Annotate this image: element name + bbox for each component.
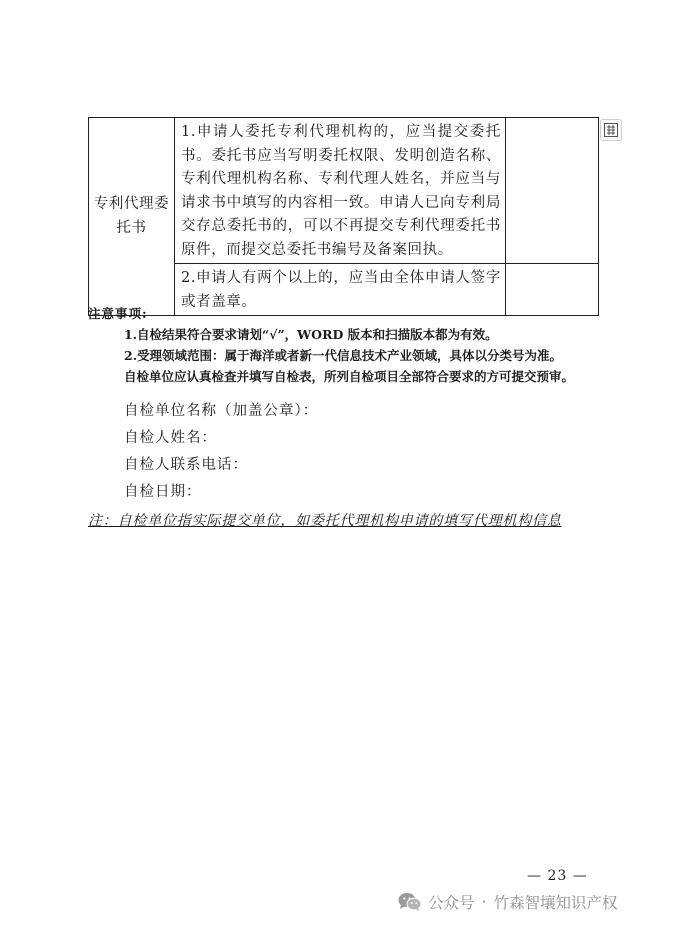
field-inspection-date: 自检日期： [124,484,202,500]
watermark-account-name: 竹森智壤知识产权 [493,894,618,912]
footnote: 注：自检单位指实际提交单位，如委托代理机构申请的填写代理机构信息 [88,513,562,529]
requirement-cell: 2.申请人有两个以上的，应当由全体申请人签字或者盖章。 [175,264,506,316]
notes-heading: 注意事项: [88,306,148,321]
page-number: — 23 — [527,868,588,884]
scan-icon-glyph [604,123,618,137]
notes-section [88,303,598,387]
scan-icon[interactable] [600,119,622,141]
watermark-separator: · [481,893,487,911]
category-cell: 专利代理委托书 [89,118,175,316]
field-inspector-phone: 自检人联系电话： [124,457,248,473]
check-cell[interactable] [506,118,599,264]
note-item: 自检单位应认真检查并填写自检表，所列自检项目全部符合要求的方可提交预审。 [124,369,575,384]
note-item: 2.受理领域范围：属于海洋或者新一代信息技术产业领域，具体以分类号为准。 [124,348,563,363]
requirement-cell: 1.申请人委托专利代理机构的，应当提交委托书。委托书应当写明委托权限、发明创造名称、专利代理机构名称、专利代理人姓名，并应当与请求书中填写的内容相一致。申请人已向专利局交存总委托书的，可以不再提交专利代理委托书原件，而提交总委托书编号及备案回执。 [175,118,506,264]
self-check-table [88,117,599,316]
table-row [89,118,599,264]
wechat-icon [398,892,422,912]
signature-fields [124,398,318,506]
watermark-account-label: 公众号 [428,894,475,912]
field-inspector-name: 自检人姓名： [124,430,217,446]
watermark [398,890,617,914]
field-unit-name: 自检单位名称（加盖公章）： [124,403,319,419]
note-item: 1.自检结果符合要求请划“√”，WORD 版本和扫描版本都为有效。 [124,327,498,342]
